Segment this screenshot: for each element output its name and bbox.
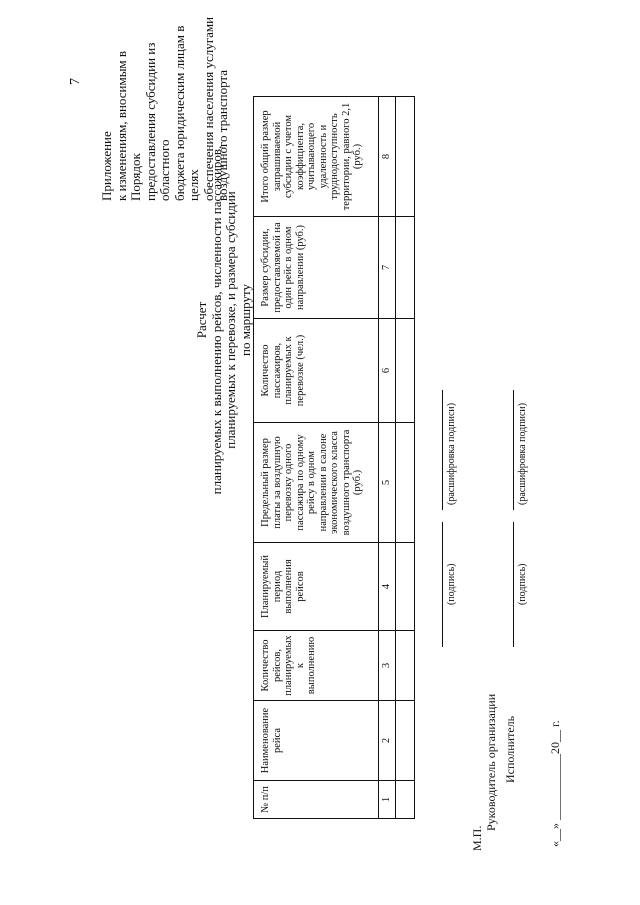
table-row (396, 97, 415, 819)
signature-line (513, 522, 514, 647)
appendix-line: предоставления субсидии из областного (142, 42, 172, 201)
column-number: 1 (379, 781, 396, 819)
table-cell (396, 423, 415, 543)
appendix-line: обеспечения населения услугами (200, 16, 216, 201)
signature-caption: (подпись) (517, 563, 528, 605)
appendix-line: к изменениям, вносимым в Порядок (113, 50, 143, 201)
table-cell (396, 217, 415, 319)
calc-heading (195, 120, 253, 520)
calc-subtitle-line: планируемых к перевозке, и размера субсидии (223, 191, 238, 449)
header-cell-period: Планируемый период выполнения рейсов (254, 543, 379, 631)
table-header-row (254, 97, 379, 819)
column-number: 8 (379, 97, 396, 217)
table-cell (396, 631, 415, 701)
table-cell (396, 781, 415, 819)
column-number: 5 (379, 423, 396, 543)
page-number: 7 (68, 78, 83, 85)
appendix-line: бюджета юридическим лицам в целях (171, 25, 201, 201)
appendix-line: Приложение (99, 131, 114, 201)
header-cell-subsidy-per-flight: Размер субсидии, предоставляемой на один рейс в одном направлении (руб.) (254, 217, 379, 319)
table-cell (396, 319, 415, 423)
header-cell-flights-count: Количество рейсов, планируемых к выполнению (254, 631, 379, 701)
column-number: 6 (379, 319, 396, 423)
table-row (379, 97, 396, 819)
header-cell-passengers: Количество пассажиров, планируемых к перевозке (чел.) (254, 319, 379, 423)
executor-label: Исполнитель (503, 715, 517, 783)
calc-subtitle-line: по маршруту (237, 284, 253, 356)
header-cell-max-fare: Предельный размер платы за воздушную перевозку одного пассажира по одному рейсу в одном направлении в салоне экономического класса воздушного транспорта (руб.) (254, 423, 379, 543)
signature-line (442, 522, 443, 647)
header-cell-flight-name: Наименование рейса (254, 701, 379, 781)
calc-subtitle-line: планируемых к выполнению рейсов, численности пассажиров, (208, 145, 224, 495)
calc-title: Расчет (194, 301, 209, 339)
column-number: 7 (379, 217, 396, 319)
table-cell (396, 543, 415, 631)
decoding-caption: (расшифровка подписи) (517, 402, 528, 505)
head-label: Руководитель организации (484, 693, 498, 831)
column-number: 4 (379, 543, 396, 631)
date-line: «__» ___________20__ г. (548, 720, 562, 847)
signature-caption: (подпись) (446, 563, 457, 605)
column-number: 2 (379, 701, 396, 781)
stamp-label: М.П. (470, 825, 484, 851)
header-cell-number: № п/п (254, 781, 379, 819)
decoding-line (442, 390, 443, 510)
header-cell-total-subsidy: Итого общий размер запрашиваемой субсидии с учетом коэффициента, учитывающего удаленность и труднодоступность территории, равного 2,1 (руб.) (254, 97, 379, 217)
appendix-line: воздушного транспорта (215, 69, 230, 201)
table-cell (396, 97, 415, 217)
calculation-table (253, 96, 415, 819)
decoding-line (513, 390, 514, 510)
decoding-caption: (расшифровка подписи) (446, 402, 457, 505)
table-cell (396, 701, 415, 781)
column-number: 3 (379, 631, 396, 701)
